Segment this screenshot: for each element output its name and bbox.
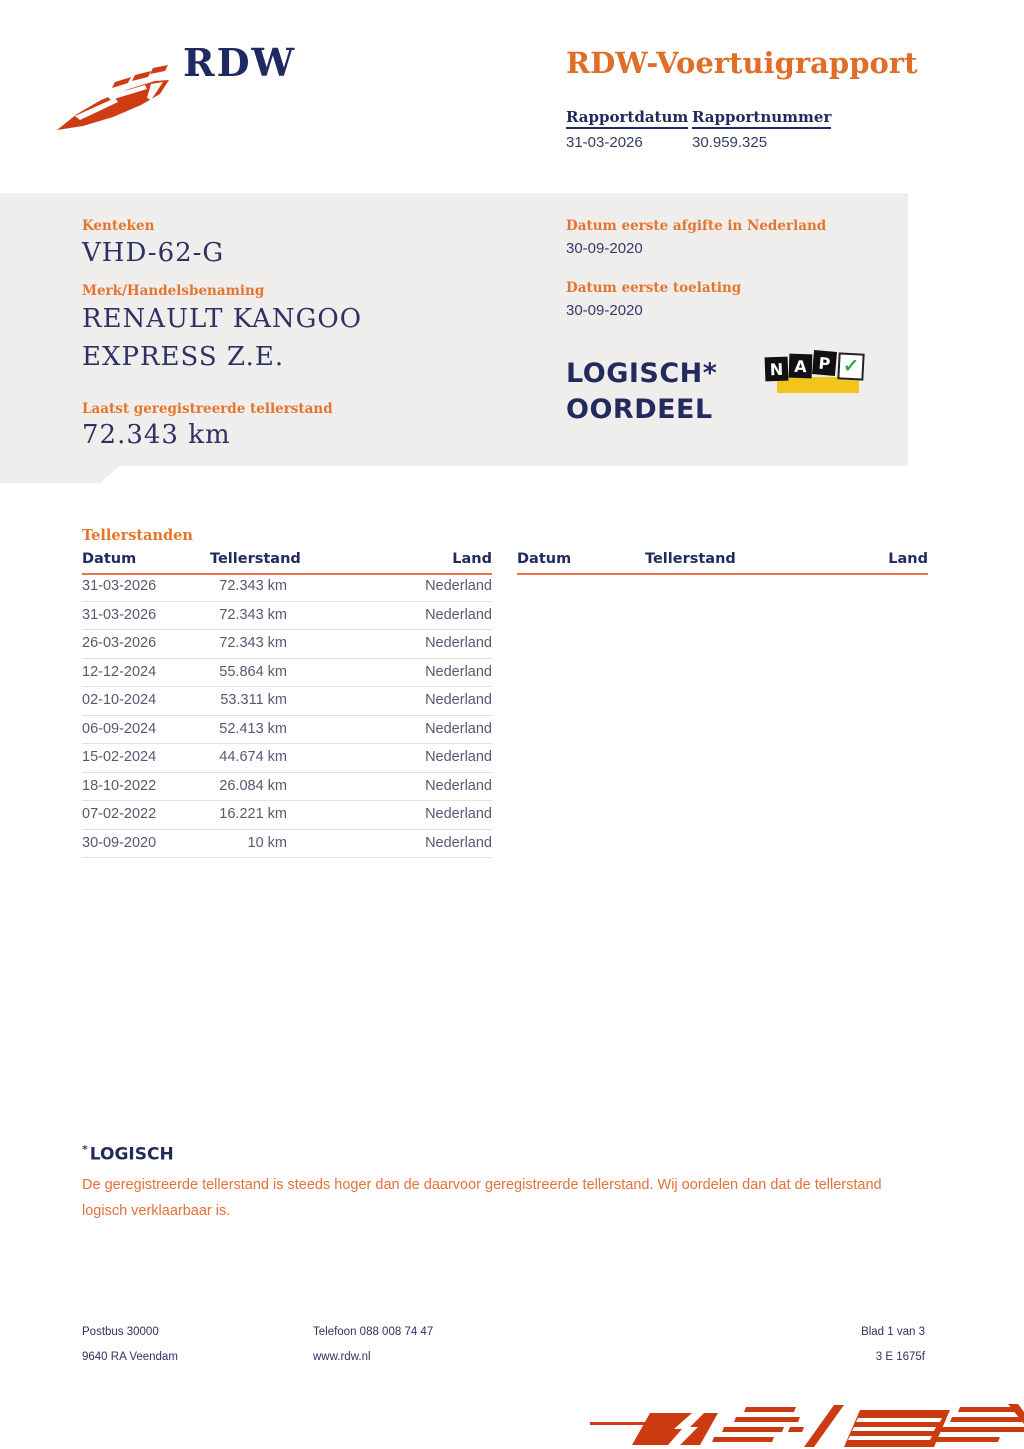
cell-country: Nederland (425, 663, 492, 680)
footer-address-line1: Postbus 30000 (82, 1326, 159, 1338)
cell-date: 18-10-2022 (82, 777, 157, 794)
report-date-value: 31-03-2026 (566, 134, 643, 151)
table-row (82, 630, 492, 659)
footer-stripes-decoration-icon (588, 1402, 1024, 1449)
table-row (82, 716, 492, 745)
cell-odometer: 10 km (247, 834, 287, 851)
cell-date: 31-03-2026 (82, 606, 157, 623)
cell-country: Nederland (425, 777, 492, 794)
nap-check-icon: ✓ (837, 352, 864, 380)
report-number-value: 30.959.325 (692, 134, 768, 151)
table-row (82, 744, 492, 773)
cell-date: 15-02-2024 (82, 749, 157, 765)
kenteken-label: Kenteken (82, 218, 155, 234)
col-datum: Datum (82, 551, 137, 567)
nap-letter-a: A (789, 354, 813, 379)
cell-country: Nederland (425, 606, 492, 623)
col-datum: Datum (517, 551, 572, 567)
table-row (82, 830, 492, 859)
cell-odometer: 55.864 km (219, 663, 287, 680)
afgifte-value: 30-09-2020 (566, 240, 643, 257)
cell-odometer: 52.413 km (219, 720, 287, 737)
col-land: Land (888, 551, 928, 567)
col-tellerstand: Tellerstand (645, 551, 736, 567)
table-row (82, 573, 492, 602)
cell-odometer: 72.343 km (219, 578, 287, 594)
nap-letter-n: N (765, 357, 789, 382)
nap-logo (765, 350, 867, 396)
cell-country: Nederland (425, 635, 492, 651)
merk-label: Merk/Handelsbenaming (82, 283, 265, 299)
cell-odometer: 16.221 km (219, 806, 287, 822)
toelating-value: 30-09-2020 (566, 302, 643, 319)
tellerstand-label: Laatst geregistreerde tellerstand (82, 401, 333, 417)
footnote-marker: * (82, 1143, 88, 1156)
col-tellerstand: Tellerstand (210, 551, 301, 567)
table-row (82, 773, 492, 802)
cell-country: Nederland (425, 692, 492, 708)
oordeel-line1: LOGISCH* (566, 358, 718, 389)
cell-date: 31-03-2026 (82, 578, 157, 594)
cell-country: Nederland (425, 720, 492, 737)
footnote-title (82, 1143, 174, 1165)
table-row (82, 659, 492, 688)
cell-country: Nederland (425, 806, 492, 822)
footnote-text: De geregistreerde tellerstand is steeds hoger dan de daarvoor geregistreerde tellerstand. Wij oordelen dan dat de tellerstand logisch verklaarbaar is. (82, 1177, 882, 1219)
cell-country: Nederland (425, 749, 492, 765)
table-row (82, 602, 492, 631)
nap-letter-p: P (812, 350, 837, 376)
footer-phone: Telefoon 088 008 74 47 (313, 1326, 434, 1338)
cell-country: Nederland (425, 578, 492, 594)
footer-address-line2: 9640 RA Veendam (82, 1351, 178, 1363)
cell-country: Nederland (425, 834, 492, 851)
rdw-wordmark: RDW (183, 40, 297, 85)
table-row (82, 687, 492, 716)
cell-odometer: 26.084 km (219, 777, 287, 794)
merk-value-line1: RENAULT KANGOO (82, 304, 363, 334)
odometer-section-title: Tellerstanden (82, 527, 193, 544)
footer-website: www.rdw.nl (313, 1351, 371, 1363)
cell-date: 30-09-2020 (82, 834, 157, 851)
tellerstand-value: 72.343 km (82, 420, 231, 450)
cell-date: 12-12-2024 (82, 663, 157, 680)
afgifte-label: Datum eerste afgifte in Nederland (566, 218, 827, 234)
footnote-title-text: LOGISCH (89, 1144, 174, 1165)
odometer-table2-header (517, 551, 928, 575)
odometer-table-body (82, 573, 492, 858)
cell-odometer: 72.343 km (219, 635, 287, 651)
toelating-label: Datum eerste toelating (566, 280, 742, 296)
cell-odometer: 44.674 km (219, 749, 287, 765)
cell-odometer: 72.343 km (219, 606, 287, 623)
footer-doc-code: 3 E 1675f (875, 1351, 925, 1363)
footer-page-number: Blad 1 van 3 (861, 1326, 925, 1338)
cell-date: 02-10-2024 (82, 692, 157, 708)
merk-value-line2: EXPRESS Z.E. (82, 342, 285, 372)
oordeel-line2: OORDEEL (566, 394, 713, 425)
page-title: RDW-Voertuigrapport (566, 46, 918, 80)
report-date-label: Rapportdatum (566, 108, 688, 129)
cell-odometer: 53.311 km (220, 692, 287, 708)
cell-date: 26-03-2026 (82, 635, 157, 651)
table-row (82, 801, 492, 830)
cell-date: 07-02-2022 (82, 806, 157, 822)
col-land: Land (452, 551, 492, 567)
cell-date: 06-09-2024 (82, 720, 157, 737)
kenteken-value: VHD-62-G (82, 238, 225, 268)
rdw-swoosh-icon (55, 52, 173, 132)
report-number-label: Rapportnummer (692, 108, 831, 129)
odometer-table1-header (82, 551, 492, 575)
